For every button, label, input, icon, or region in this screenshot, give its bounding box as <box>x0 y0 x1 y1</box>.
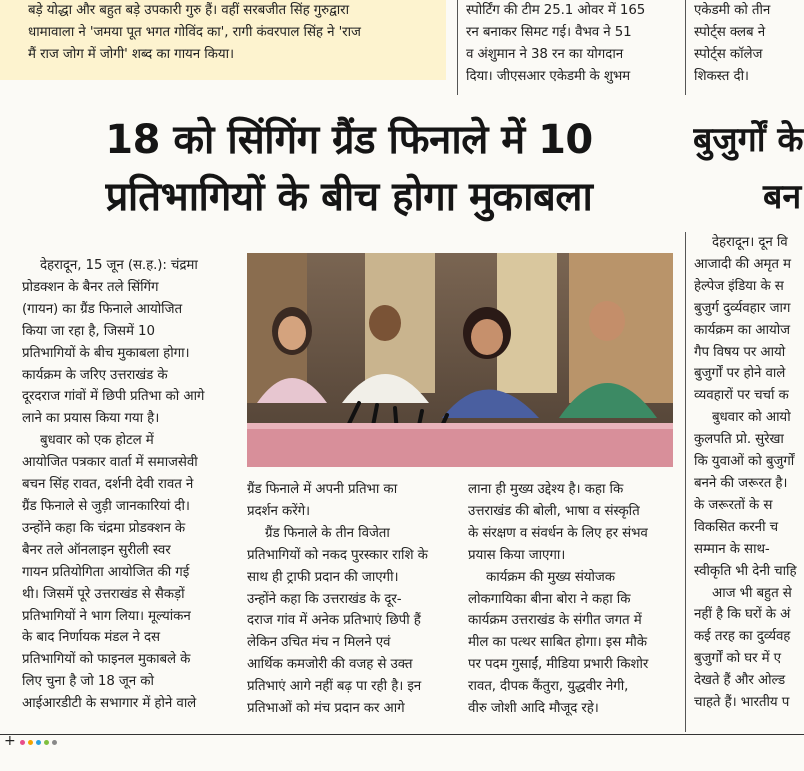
article-headline <box>24 112 674 226</box>
text-line: प्रतिभागियों ने भाग लिया। मूल्यांकन <box>22 608 191 624</box>
text-line: चाहते हैं। भारतीय प <box>694 695 790 711</box>
text-line: किया जा रहा है, जिसमें 10 <box>22 323 155 339</box>
text-line: रन बनाकर सिमट गई। वैभव ने 51 <box>466 24 632 40</box>
text-line: बनने की जरूरत है। <box>694 475 788 491</box>
column-divider <box>457 0 458 95</box>
column-divider <box>685 232 686 732</box>
headline-line-2: प्रतिभागियों के बीच होगा मुकाबला <box>105 174 593 220</box>
text-line: (गायन) का ग्रैंड फिनाले आयोजित <box>22 301 182 317</box>
prev-article-text <box>0 0 446 66</box>
text-line: कार्यक्रम का आयोज <box>694 322 790 338</box>
text-line: बुधवार को एक होटल में <box>40 433 154 449</box>
article-column-1 <box>22 255 224 715</box>
text-line: लोकगायिका बीना बोरा ने कहा कि <box>468 591 631 607</box>
text-line: आयोजित पत्रकार वार्ता में समाजसेवी <box>22 455 198 471</box>
text-line: प्रतिभाएं आगे नहीं बढ़ पा रही है। इन <box>247 679 422 695</box>
text-line: नहीं है कि घरों के अं <box>694 607 791 623</box>
text-line: के बाद निर्णायक मंडल ने दस <box>22 630 160 646</box>
text-line: देखते हैं और ओल्ड <box>694 673 786 689</box>
text-line: विकसित करनी च <box>694 519 779 535</box>
color-dot <box>36 740 41 745</box>
side-headline-line-1: बुजुर्गों के <box>693 120 804 160</box>
text-line: स्पोर्ट्स कॉलेज <box>694 46 763 62</box>
prev-article-tail <box>0 0 446 80</box>
text-line: दराज गांव में अनेक प्रतिभाएं छिपी हैं <box>247 613 421 629</box>
text-line: प्रतिभागियों को फाइनल मुकाबले के <box>22 652 191 668</box>
text-line: के जरूरतों के स <box>694 497 773 513</box>
text-line: ग्रैंड फिनाले में अपनी प्रतिभा का <box>247 482 398 497</box>
right-article-text <box>694 0 804 88</box>
text-line: व अंशुमान ने 38 रन का योगदान <box>466 46 624 62</box>
column-divider <box>685 0 686 95</box>
text-line: आईआरडीटी के सभागार में होने वाले <box>22 696 197 712</box>
text-line: बड़े योद्धा और बहुत बड़े उपकारी गुरु हैं। वहीं सरबजीत सिंह गुरुद्वारा <box>28 3 350 18</box>
side-article-column <box>694 232 804 714</box>
text-line: प्रतिभागियों को नकद पुरस्कार राशि के <box>247 547 428 563</box>
text-line: व्यवहारों पर चर्चा क <box>694 388 789 404</box>
text-line: स्पोर्टिंग की टीम 25.1 ओवर में 165 <box>466 3 646 18</box>
text-line: प्रतिभागियों के बीच मुकाबला होगा। <box>22 345 190 361</box>
column-2-text <box>247 479 447 720</box>
text-line: बुजुर्गों को घर में ए <box>694 651 781 667</box>
text-line: गायन प्रतियोगिता आयोजित की गई <box>22 564 190 580</box>
color-dot <box>44 740 49 745</box>
text-line: पर पदम गुसाईं, मीडिया प्रभारी किशोर <box>468 657 649 673</box>
side-article-headline <box>693 112 804 226</box>
text-line: बुजुर्गों पर होने वाले <box>694 366 786 382</box>
press-conference-photo <box>247 253 673 467</box>
press-conference-illustration <box>247 253 673 467</box>
text-line: कार्यक्रम उत्तराखंड के संगीत जगत में <box>468 613 642 629</box>
text-line: प्रदर्शन करेंगे। <box>247 503 310 519</box>
text-line: मैं राज जोग में जोगी' शब्द का गायन किया। <box>28 46 234 62</box>
text-line: देहरादून। दून वि <box>712 235 788 250</box>
text-line: शिकस्त दी। <box>694 68 749 84</box>
text-line: देहरादून, 15 जून (स.ह.): चंद्रमा <box>40 258 198 273</box>
bottom-rule <box>0 734 804 735</box>
color-dot <box>20 740 25 745</box>
text-line: कुलपति प्रो. सुरेखा <box>694 432 784 448</box>
text-line: बुधवार को आयो <box>712 410 791 426</box>
text-line: उन्होंने कहा कि उत्तराखंड के दूर- <box>247 591 402 607</box>
text-line: सम्मान के साथ- <box>694 541 770 557</box>
color-dot <box>52 740 57 745</box>
text-line: थी। जिसमें पूरे उत्तराखंड से सैकड़ों <box>22 586 185 602</box>
right-article-tail <box>694 0 804 92</box>
column-1-text <box>22 255 224 715</box>
text-line: कई तरह का दुर्व्यवह <box>694 629 791 645</box>
text-line: लाने का प्रयास किया गया है। <box>22 411 160 427</box>
text-line: धामावाला ने 'जमया पूत भगत गोविंद का', रागी कंवरपाल सिंह ने 'राज <box>28 24 361 40</box>
text-line: लिए चुना है जो 18 जून को <box>22 674 154 690</box>
text-line: बचन सिंह रावत, दर्शनी देवी रावत ने <box>22 477 194 493</box>
text-line: स्पोर्ट्स क्लब ने <box>694 24 766 40</box>
text-line: वीरु जोशी आदि मौजूद रहे। <box>468 701 599 717</box>
side-headline-line-2: बन <box>763 177 802 217</box>
text-line: के संरक्षण व संवर्धन के लिए हर संभव <box>468 525 648 541</box>
text-line: प्रोडक्शन के बैनर तले सिंगिंग <box>22 279 159 295</box>
headline-line-1: 18 को सिंगिंग ग्रैंड फिनाले में 10 <box>105 117 593 163</box>
text-line: उन्होंने कहा कि चंद्रमा प्रोडक्शन के <box>22 520 186 536</box>
text-line: मील का पत्थर साबित होगा। इस मौके <box>468 635 647 651</box>
column-3-text <box>468 479 673 720</box>
text-line: बुजुर्ग दुर्व्यवहार जाग <box>694 300 791 316</box>
text-line: कि युवाओं को बुजुर्गों <box>694 454 795 470</box>
sports-article-tail <box>466 0 674 92</box>
article-column-3 <box>468 479 673 720</box>
text-line: कार्यक्रम की मुख्य संयोजक <box>486 569 615 585</box>
side-article-text <box>694 232 804 714</box>
sports-article-text <box>466 0 674 88</box>
text-line: हेल्पेज इंडिया के स <box>694 278 784 294</box>
text-line: गैप विषय पर आयो <box>694 344 786 360</box>
text-line: ग्रैंड फिनाले के तीन विजेता <box>265 525 390 541</box>
text-line: आज भी बहुत से <box>712 585 792 601</box>
text-line: प्रतिभाओं को मंच प्रदान कर आगे <box>247 701 405 717</box>
text-line: आजादी की अमृत म <box>694 256 791 272</box>
text-line: लाना ही मुख्य उद्देश्य है। कहा कि <box>468 482 624 497</box>
text-line: साथ ही ट्राफी प्रदान की जाएगी। <box>247 569 399 585</box>
text-line: दूरदराज गांवों में छिपी प्रतिभा को आगे <box>22 389 205 405</box>
text-line: रावत, दीपक कैंतुरा, युद्धवीर नेगी, <box>468 679 629 695</box>
article-column-2 <box>247 479 447 720</box>
text-line: एकेडमी को तीन <box>694 3 771 18</box>
color-dots-indicator <box>20 740 57 745</box>
text-line: उत्तराखंड की बोली, भाषा व संस्कृति <box>468 503 640 519</box>
text-line: लेकिन उचित मंच न मिलने एवं <box>247 635 391 651</box>
text-line: कार्यक्रम के जरिए उत्तराखंड के <box>22 367 168 383</box>
text-line: प्रयास किया जाएगा। <box>468 547 566 563</box>
color-dot <box>28 740 33 745</box>
text-line: स्वीकृति भी देनी चाहि <box>694 563 797 579</box>
text-line: बैनर तले ऑनलाइन सुरीली स्वर <box>22 542 171 558</box>
crosshair-cursor-icon: + <box>4 733 16 749</box>
text-line: आर्थिक कमजोरी की वजह से उक्त <box>247 657 413 673</box>
text-line: ग्रैंड फिनाले से जुड़ी जानकारियां दी। <box>22 498 190 514</box>
text-line: दिया। जीएसआर एकेडमी के शुभम <box>466 68 631 84</box>
